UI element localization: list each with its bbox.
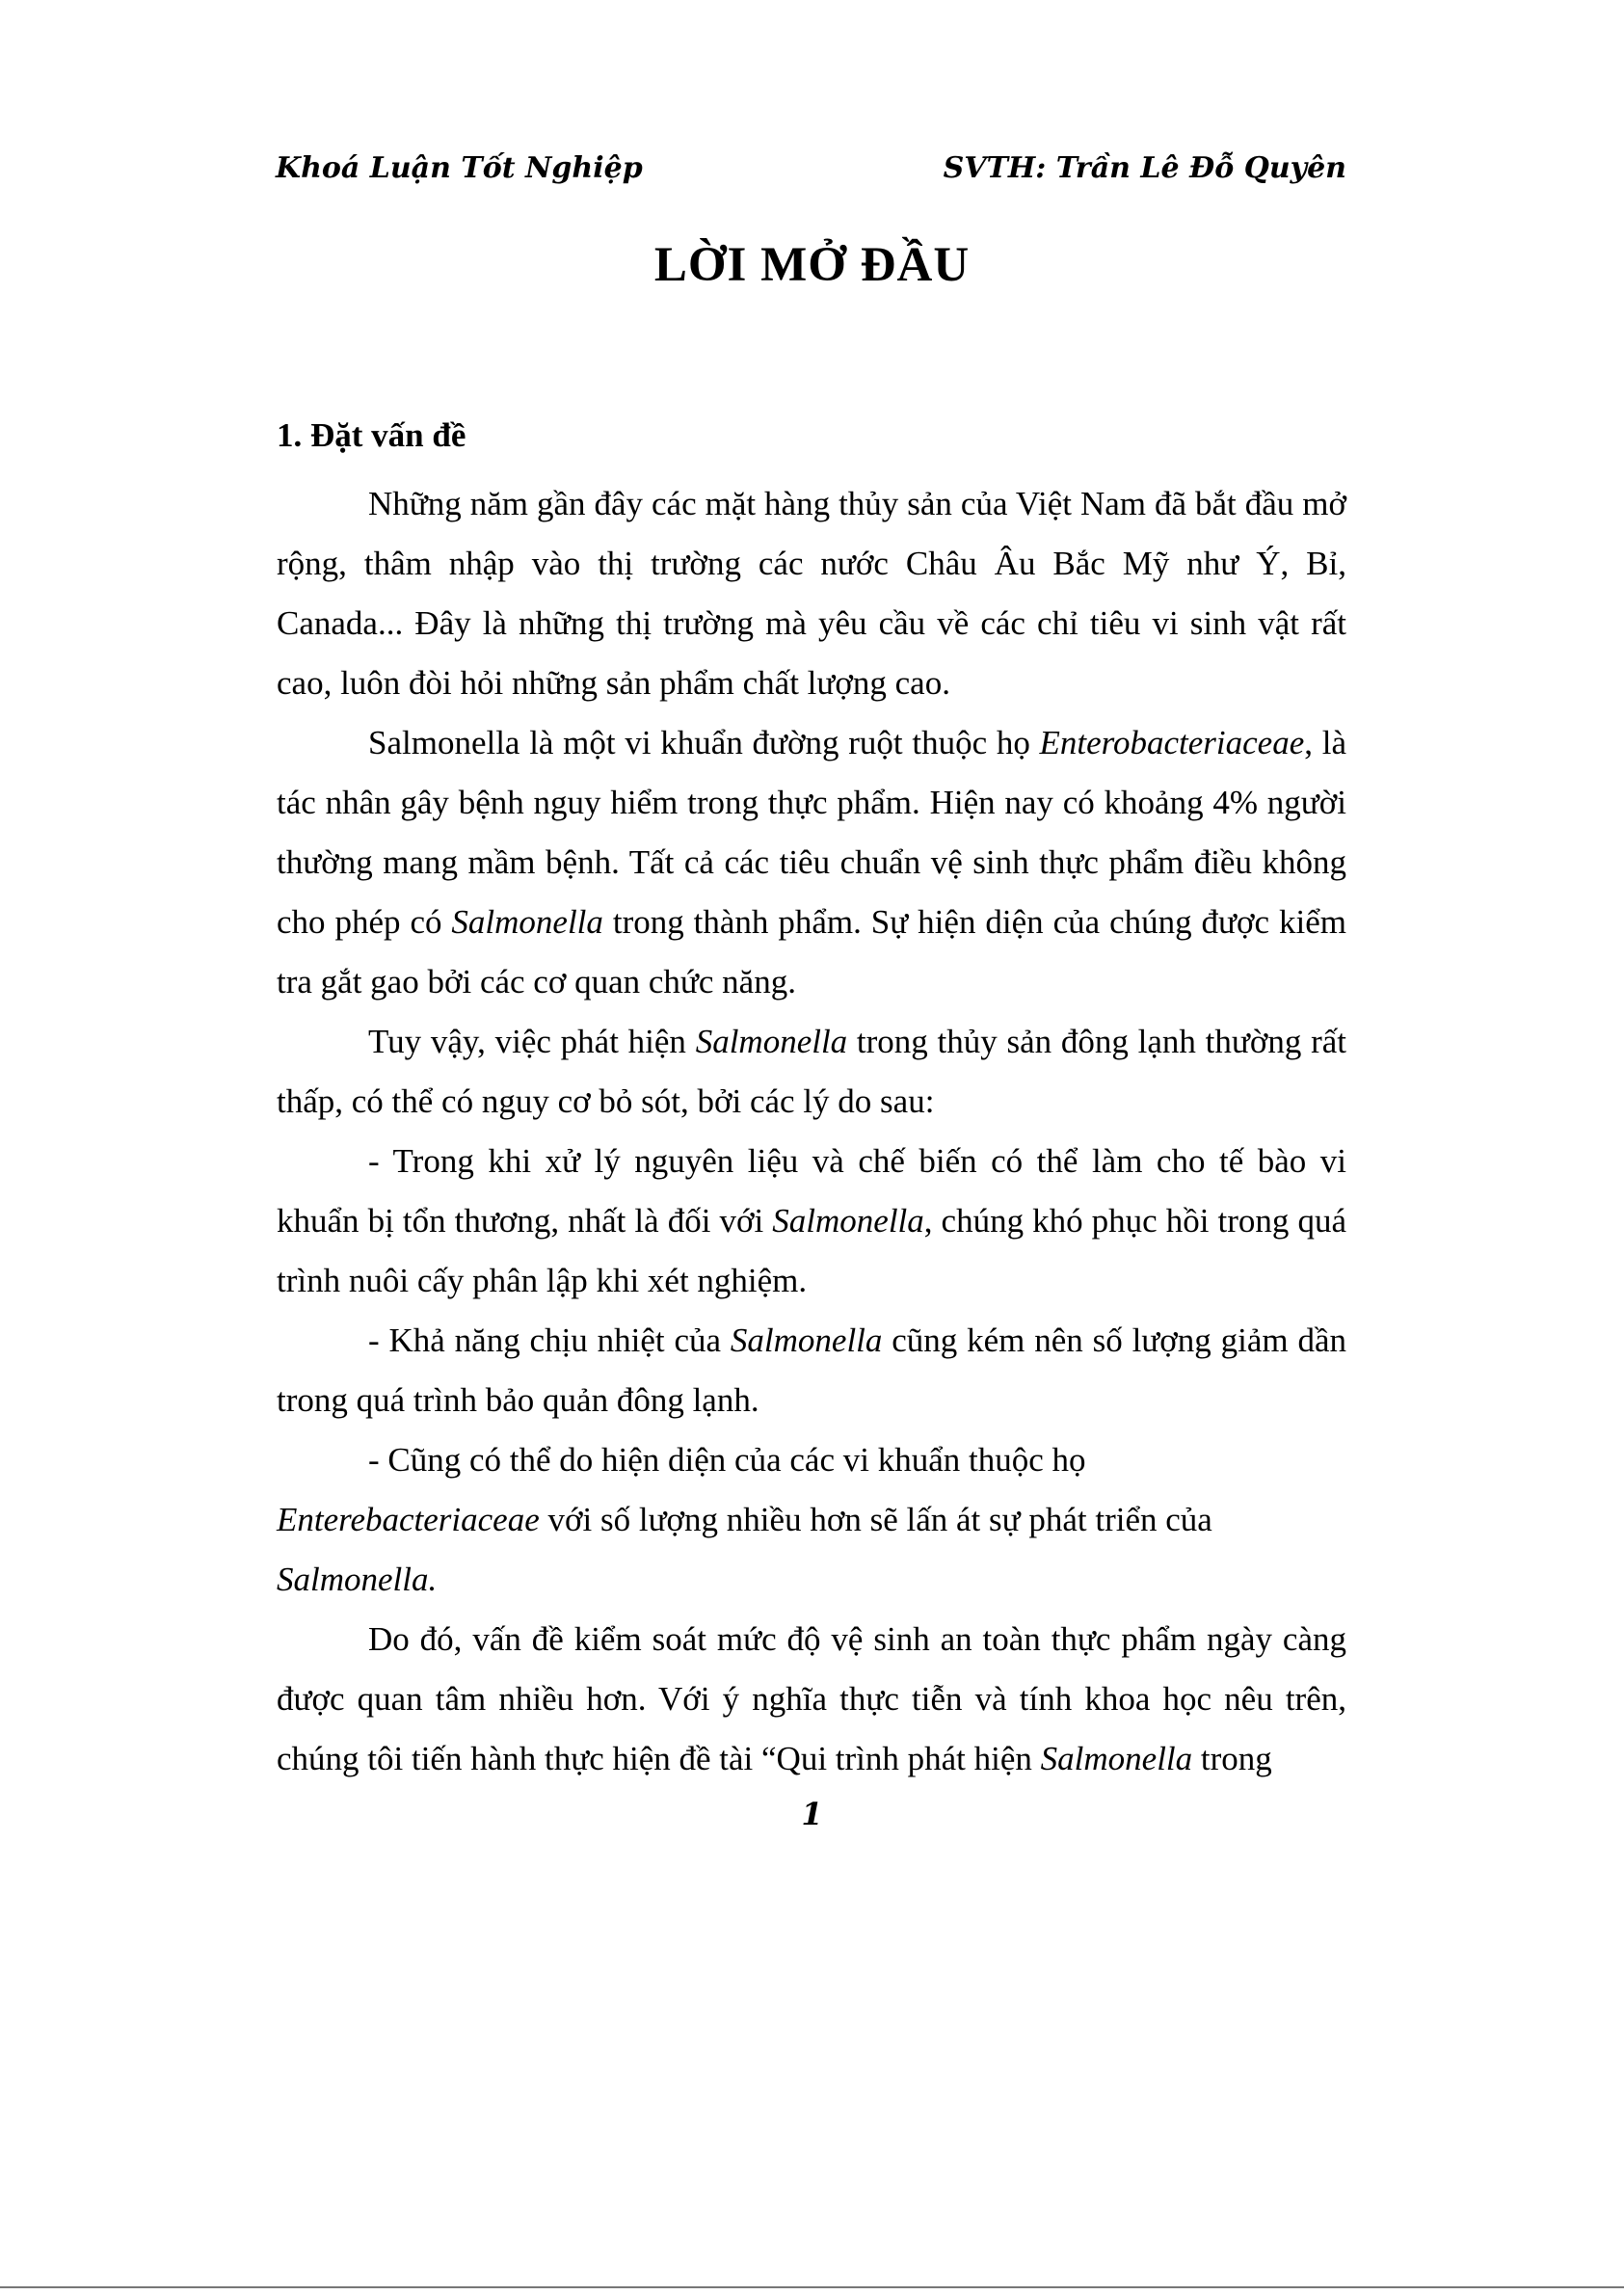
text-run: trong thành phẩm. Sự hiện diện của chúng được kiểm tra gắt gao bởi các cơ quan chức năng. [277,903,1346,1001]
text-run: - Cũng có thể do hiện diện của các vi khuẩn thuộc họ [368,1441,1086,1479]
italic-term: Salmonella [695,1023,848,1060]
text-run: - Khả năng chịu nhiệt của [368,1321,731,1359]
paragraph-1: Những năm gần đây các mặt hàng thủy sản của Việt Nam đã bắt đầu mở rộng, thâm nhập vào thị trường các nước Châu Âu Bắc Mỹ như Ý, Bỉ, Canada... Đây là những thị trường mà yêu cầu về các chỉ tiêu vi sinh vật rất cao, luôn đòi hỏi những sản phẩm chất lượng cao. [277,485,1346,702]
text-run: - Trong khi xử lý nguyên liệu và chế biến có thể làm cho tế bào vi khuẩn bị tổn thương, nhất là đối với [277,1142,1346,1240]
italic-term: Salmonella [451,903,603,941]
running-header-left: Khoá Luận Tốt Nghiệp [276,151,643,185]
text-run: , chúng khó phục hồi trong quá trình nuôi cấy phân lập khi xét nghiệm. [277,1202,1346,1299]
text-run: Salmonella là một vi khuẩn đường ruột thuộc họ [368,724,1040,761]
italic-term: Enterobacteriaceae [1039,724,1305,761]
text-run: trong [1192,1740,1272,1777]
text-run: Tuy vậy, việc phát hiện [368,1023,696,1060]
text-run: , là tác nhân gây bệnh nguy hiểm trong thực phẩm. Hiện nay có khoảng 4% người thường mang mầm bệnh. Tất cả các tiêu chuẩn vệ sinh thực phẩm điều không cho phép có [277,724,1346,941]
italic-term: Salmonella [1040,1740,1193,1777]
bullet-paragraph-3 [277,1430,1346,1610]
paragraph-4 [277,1610,1346,1789]
section-heading: 1. Đặt vấn đề [277,416,466,454]
italic-term: Salmonella [772,1202,924,1240]
page-number: 1 [801,1796,823,1832]
italic-term: Salmonella. [277,1561,438,1598]
paragraph-2 [277,713,1346,1012]
text-run: cũng kém nên số lượng giảm dần trong quá trình bảo quản đông lạnh. [277,1321,1346,1419]
italic-term: Enterebacteriaceae [277,1501,540,1538]
text-run: Do đó, vấn đề kiểm soát mức độ vệ sinh an toàn thực phẩm ngày càng được quan tâm nhiều hơn. Với ý nghĩa thực tiễn và tính khoa học nêu trên, chúng tôi tiến hành thực hiện đề tài “Qui trình phát hiện [277,1620,1346,1777]
text-run: với số lượng nhiều hơn sẽ lấn át sự phát triển của [539,1501,1212,1538]
body-text [277,474,1346,1789]
italic-term: Salmonella [730,1321,883,1359]
text-run: trong thủy sản đông lạnh thường rất thấp, có thể có nguy cơ bỏ sót, bởi các lý do sau: [277,1023,1346,1120]
bullet-paragraph-1 [277,1132,1346,1311]
running-header-right: SVTH: Trần Lê Đỗ Quyên [943,151,1346,185]
bullet-paragraph-2 [277,1311,1346,1430]
paragraph-3 [277,1012,1346,1132]
page-edge-divider [0,2286,1624,2288]
page-title: LỜI MỞ ĐẦU [653,238,971,292]
